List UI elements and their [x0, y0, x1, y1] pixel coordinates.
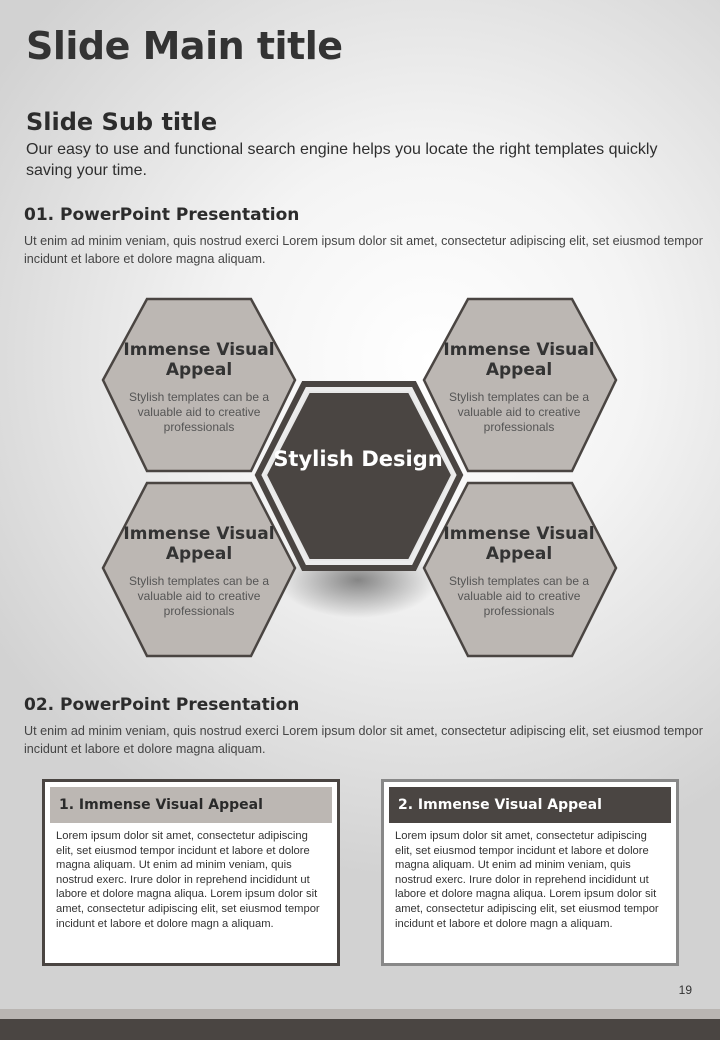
section-2-title: 02. PowerPoint Presentation	[24, 695, 300, 715]
section-1-text: Ut enim ad minim veniam, quis nostrud exerci Lorem ipsum dolor sit amet, consectetur adipiscing elit, set eiusmod tempor incidunt et labore et dolore magna aliquam.	[24, 234, 703, 266]
hex-title: Immense Visual Appeal	[443, 340, 595, 380]
info-box-2-title: 2. Immense Visual Appeal	[389, 787, 671, 823]
info-box-1-body: Lorem ipsum dolor sit amet, consectetur adipiscing elit, set eiusmod tempor incidunt et labore et dolore magna aliquam. Ut enim ad minim veniam, quis nostrud exerc. Irure dolor in reprehend incididunt ut labore et dolore magna aliqua. Lorem ipsum dolor sit amet, consectetur adipiscing elit, set eiusmod tempor incidunt et labore et dolore magn a aliquam.	[56, 830, 320, 930]
page-number: 19	[678, 983, 692, 997]
center-hex-title: Stylish Design	[273, 447, 443, 471]
hexagon-diagram	[0, 280, 720, 680]
section-2-text: Ut enim ad minim veniam, quis nostrud exerci Lorem ipsum dolor sit amet, consectetur adipiscing elit, set eiusmod tempor incidunt et labore et dolore magna aliquam.	[24, 724, 703, 756]
subtitle-description: Our easy to use and functional search engine helps you locate the right templates quickly saving your time.	[26, 141, 658, 179]
hex-text-bottom-right	[434, 524, 604, 619]
info-box-2	[381, 779, 679, 966]
page-title: Slide Main title	[26, 24, 343, 68]
info-box-2-body: Lorem ipsum dolor sit amet, consectetur adipiscing elit, set eiusmod tempor incidunt et labore et dolore magna aliquam. Ut enim ad minim veniam, quis nostrud exerc. Irure dolor in reprehend incididunt ut labore et dolore magna aliqua. Lorem ipsum dolor sit amet, consectetur adipiscing elit, set eiusmod tempor incidunt et labore et dolore magn a aliquam.	[395, 830, 659, 930]
info-box-1	[42, 779, 340, 966]
footer-bar-light	[0, 1009, 720, 1019]
hex-title: Immense Visual Appeal	[443, 524, 595, 564]
section-1-title: 01. PowerPoint Presentation	[24, 205, 300, 225]
hex-description: Stylish templates can be a valuable aid to creative professionals	[448, 574, 590, 618]
info-box-1-title: 1. Immense Visual Appeal	[50, 787, 332, 823]
hex-text-top-left	[114, 340, 284, 435]
hex-title: Immense Visual Appeal	[123, 524, 275, 564]
hex-title: Immense Visual Appeal	[123, 340, 275, 380]
hex-description: Stylish templates can be a valuable aid to creative professionals	[448, 390, 590, 434]
hex-text-top-right	[434, 340, 604, 435]
hex-description: Stylish templates can be a valuable aid to creative professionals	[128, 574, 270, 618]
hex-description: Stylish templates can be a valuable aid to creative professionals	[128, 390, 270, 434]
hex-text-bottom-left	[114, 524, 284, 619]
hexagon-graphic	[0, 280, 720, 680]
page-subtitle: Slide Sub title	[26, 108, 218, 136]
footer-bar-dark	[0, 1019, 720, 1040]
